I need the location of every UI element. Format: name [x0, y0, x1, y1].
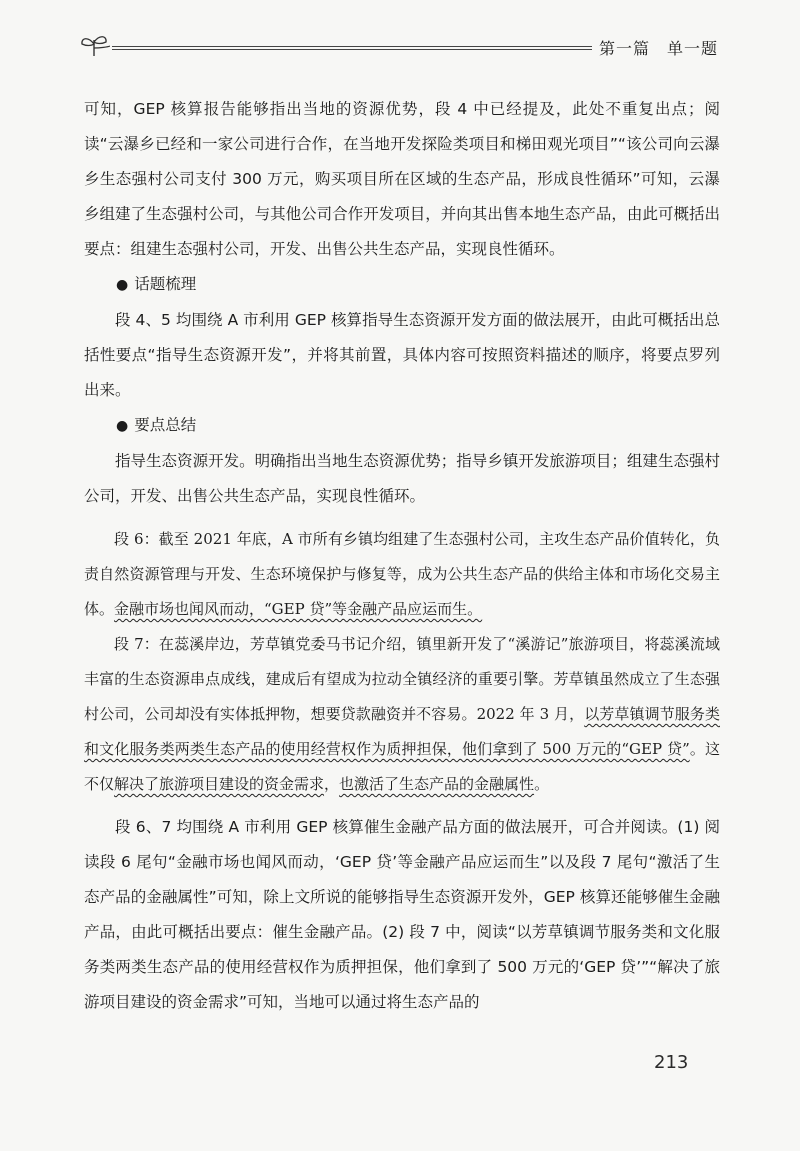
source-text: 。 — [534, 775, 550, 793]
page-header — [78, 32, 718, 62]
source-text: 段 7：在蕊溪岸边，芳草镇党委马书记介绍，镇里新开发了“溪游记”旅游项目，将蕊溪流域丰富的生态资源串点成线，建成后有望成为拉动全镇经济的重要引擎。芳草镇虽然成立了生态强村公司，公司却没有实体抵押物，想要贷款融资并不容易。2022 年 3 月， — [84, 635, 720, 723]
section-heading: ● 话题梳理 — [84, 267, 720, 303]
underlined-text: 以芳草镇调节服务类和文化服务类两类生态产品的使用经营权作为质押担保，他们拿到了 500 万元的“GEP 贷” — [84, 705, 720, 758]
sprout-icon — [78, 32, 110, 58]
paragraph: 段 4、5 均围绕 A 市利用 GEP 核算指导生态资源开发方面的做法展开，由此可概括出总括性要点“指导生态资源开发”，并将其前置，具体内容可按照资料描述的顺序，将要点罗列出来。 — [84, 311, 720, 399]
paragraph: 指导生态资源开发。明确指出当地生态资源优势；指导乡镇开发旅游项目；组建生态强村公司，开发、出售公共生态产品，实现良性循环。 — [84, 452, 720, 505]
source-text: 。这不仅 — [84, 740, 720, 793]
page-title: 第一篇 单一题 — [598, 39, 718, 58]
source-text: ， — [324, 775, 340, 793]
underlined-text: 金融市场也闻风而动，“GEP 贷”等金融产品应运而生。 — [114, 600, 483, 618]
source-paragraph — [84, 627, 720, 802]
source-text: 段 6：截至 2021 年底，A 市所有乡镇均组建了生态强村公司，主攻生态产品价值转化，负责自然资源管理与开发、生态环境保护与修复等，成为公共生态产品的供给主体和市场化交易主体。 — [84, 530, 720, 618]
underlined-text: 解决了旅游项目建设的资金需求 — [114, 775, 325, 793]
header-rule — [112, 46, 592, 47]
page-number: 213 — [654, 1052, 689, 1073]
paragraph: 可知，GEP 核算报告能够指出当地的资源优势，段 4 中已经提及，此处不重复出点；阅读“云瀑乡已经和一家公司进行合作，在当地开发探险类项目和梯田观光项目”“该公司向云瀑乡生态强村公司支付 300 万元，购买项目所在区域的生态产品，形成良性循环”可知，云瀑乡组建了生态强村公司，与其他公司合作开发项目，并向其出售本地生态产品，由此可概括出要点：组建生态强村公司，开发、出售公共生态产品，实现良性循环。 — [84, 100, 720, 258]
page-body — [84, 92, 720, 1020]
source-paragraph — [84, 522, 720, 627]
section-heading: ● 要点总结 — [84, 408, 720, 444]
paragraph: 段 6、7 均围绕 A 市利用 GEP 核算催生金融产品方面的做法展开，可合并阅读。(1) 阅读段 6 尾句“金融市场也闻风而动，‘GEP 贷’等金融产品应运而生”以及段 7 尾句“激活了生态产品的金融属性”可知，除上文所说的能够指导生态资源开发外，GEP 核算还能够催生金融产品，由此可概括出要点：催生金融产品。(2) 段 7 中，阅读“以芳草镇调节服务类和文化服务类两类生态产品的使用经营权作为质押担保，他们拿到了 500 万元的‘GEP 贷’”“解决了旅游项目建设的资金需求”可知，当地可以通过将生态产品的 — [84, 818, 720, 1011]
header-rule — [112, 49, 592, 50]
underlined-text: 也激活了生态产品的金融属性 — [339, 775, 535, 793]
